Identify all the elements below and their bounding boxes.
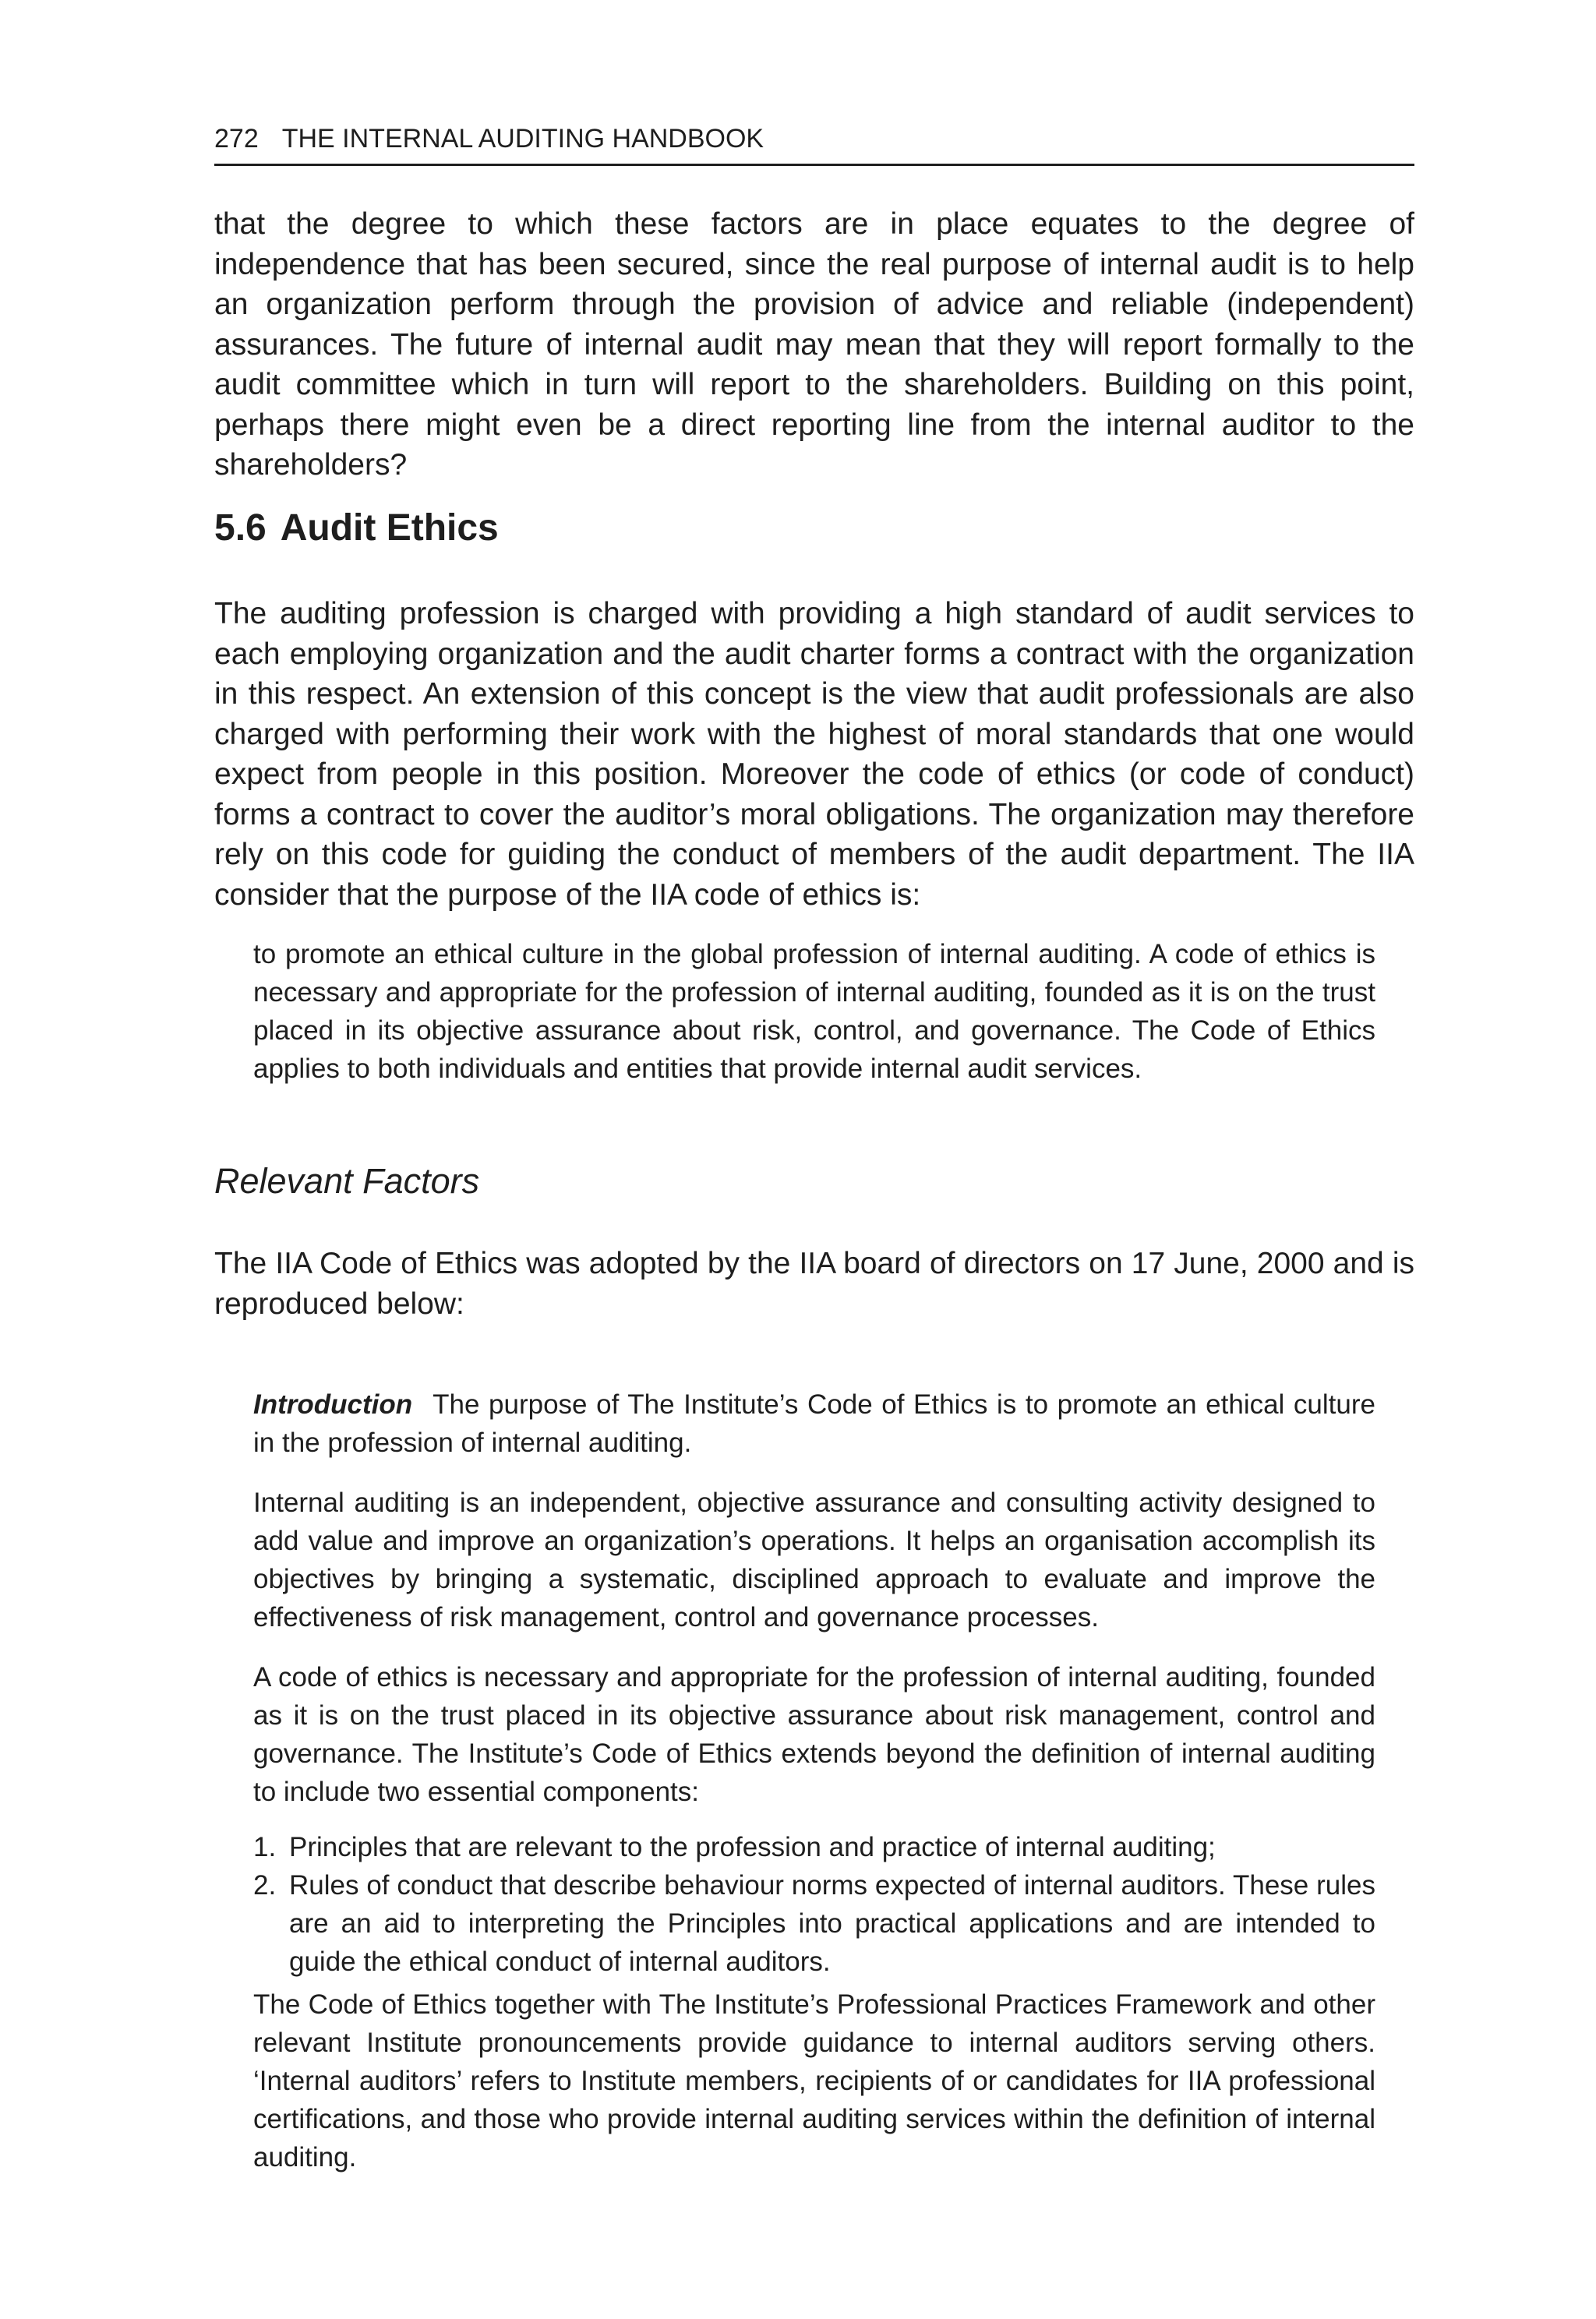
code-intro-paragraph bbox=[253, 1385, 1375, 1462]
intro-label: Introduction bbox=[253, 1389, 413, 1420]
list-item bbox=[253, 1866, 1375, 1981]
section-number: 5.6 bbox=[214, 507, 267, 549]
section-heading bbox=[214, 505, 499, 552]
running-title: THE INTERNAL AUDITING HANDBOOK bbox=[281, 124, 764, 154]
list-item-text: Rules of conduct that describe behaviour norms expected of internal auditors. These rules are an aid to interpreting the Principles into practical applications and are intended to guide the ethical conduct of internal auditors. bbox=[289, 1870, 1375, 1977]
list-item-number: 1. bbox=[253, 1832, 277, 1862]
intro-text: The purpose of The Institute’s Code of Ethics is to promote an ethical culture in the profession of internal auditing. bbox=[253, 1389, 1375, 1458]
code-paragraph-4: The Code of Ethics together with The Institute’s Professional Practices Framework and other relevant Institute pronouncements provide guidance to internal auditors serving others. ‘Internal auditors’ refers to Institute members, recipients of or candidates for IIA professional certifications, and those who provide internal auditing services within the definition of internal auditing. bbox=[253, 1989, 1375, 2173]
page-number: 272 bbox=[214, 124, 259, 154]
intro-paragraph: that the degree to which these factors are in place equates to the degree of independence that has been secured, since the real purpose of internal audit is to help an organization perform through the provision of advice and reliable (independent) assurances. The future of internal audit may mean that they will report formally to the audit committee which in turn will report to the shareholders. Building on this point, perhaps there might even be a direct reporting line from the internal auditor to the shareholders? bbox=[214, 207, 1414, 482]
subsection-paragraph: The IIA Code of Ethics was adopted by the IIA board of directors on 17 June, 2000 and is reproduced below: bbox=[214, 1247, 1414, 1321]
list-item-number: 2. bbox=[253, 1870, 277, 1901]
code-paragraph-2: Internal auditing is an independent, objective assurance and consulting activity designed to add value and improve an organization’s operations. It helps an organisation accomplish its objectives by bringing a systematic, disciplined approach to evaluate and improve the effectiveness of risk management, control and governance processes. bbox=[253, 1488, 1375, 1632]
code-paragraph-3: A code of ethics is necessary and appropriate for the profession of internal auditing, founded as it is on the trust placed in its objective assurance about risk management, control and governance. The Institute’s Code of Ethics extends beyond the definition of internal auditing to include two essential components: bbox=[253, 1662, 1375, 1807]
block-quote: to promote an ethical culture in the global profession of internal auditing. A code of ethics is necessary and appropriate for the profession of internal auditing, founded as it is on the trust placed in its objective assurance about risk, control, and governance. The Code of Ethics applies to both individuals and entities that provide internal audit services. bbox=[253, 939, 1375, 1084]
list-item bbox=[253, 1828, 1375, 1866]
list-item-text: Principles that are relevant to the profession and practice of internal auditing; bbox=[289, 1832, 1216, 1862]
components-list bbox=[253, 1828, 1375, 1981]
subsection-heading: Relevant Factors bbox=[214, 1161, 480, 1201]
section-paragraph: The auditing profession is charged with providing a high standard of audit services to each employing organization and the audit charter forms a contract with the organization in this respect. An extension of this concept is the view that audit professionals are also charged with performing their work with the highest of moral standards that one would expect from people in this position. Moreover the code of ethics (or code of conduct) forms a contract to cover the auditor’s moral obligations. The organization may therefore rely on this code for guiding the conduct of members of the audit department. The IIA consider that the purpose of the IIA code of ethics is: bbox=[214, 597, 1414, 912]
running-head bbox=[214, 120, 1414, 166]
section-title: Audit Ethics bbox=[280, 507, 499, 549]
